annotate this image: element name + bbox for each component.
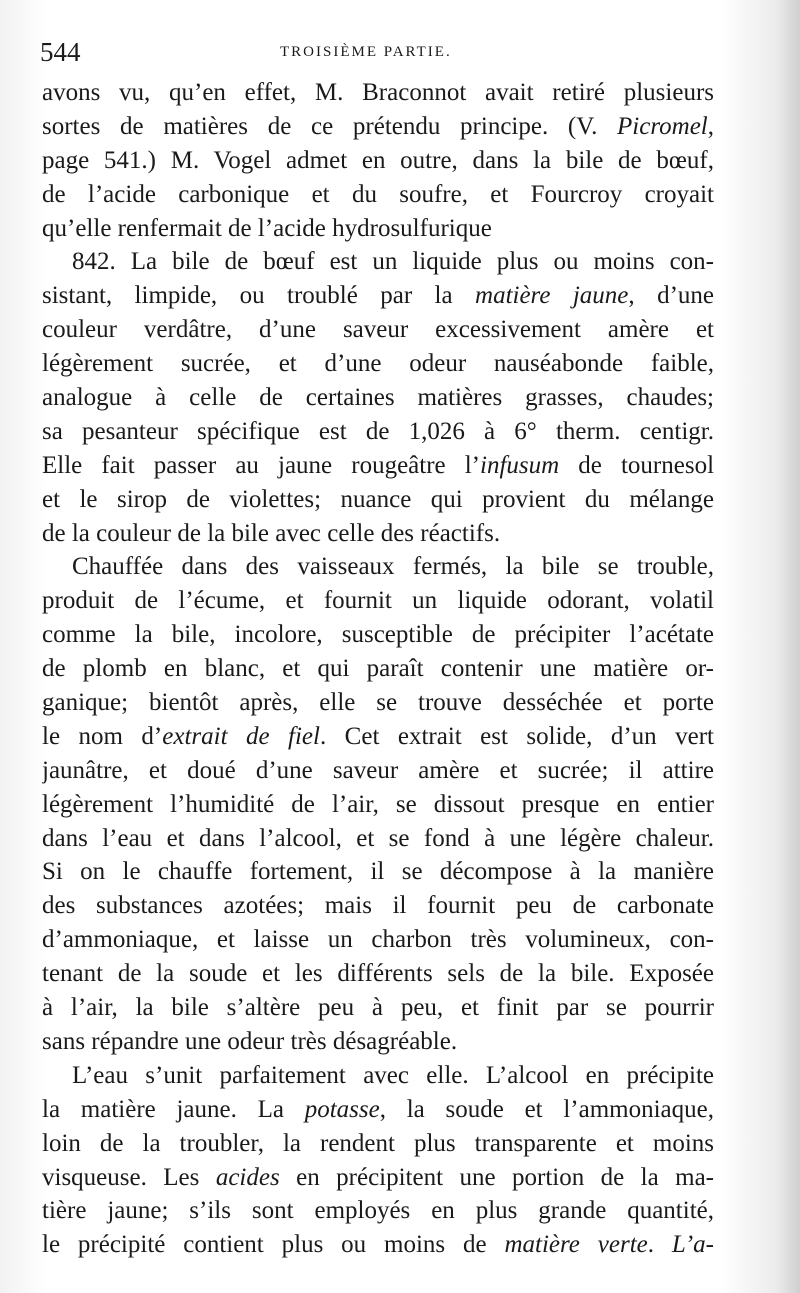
text-line [42, 618, 714, 652]
text-run: tenant de la soude et les différents sels de la bile. Exposée [42, 960, 714, 988]
italic-text: L’a- [671, 1231, 714, 1259]
text-line [42, 1059, 714, 1093]
text-line [42, 788, 714, 822]
text-line [42, 923, 714, 957]
text-run: jaunâtre, et doué d’une saveur amère et sucrée; il attire [42, 756, 714, 784]
text-line [42, 855, 714, 889]
text-line [42, 754, 714, 788]
text-run: de la couleur de la bile avec celle des réactifs. [42, 519, 501, 547]
italic-text: infusum [480, 451, 560, 479]
text-line [42, 1127, 714, 1161]
page-header [40, 34, 720, 70]
text-run: ganique; bientôt après, elle se trouve desséchée et porte [42, 689, 714, 717]
text-line [42, 686, 714, 720]
text-line [42, 991, 714, 1025]
text-run: Si on le chauffe fortement, il se décompose à la manière [42, 858, 714, 886]
text-line [42, 212, 714, 246]
text-line [42, 279, 714, 313]
italic-text: Picromel [617, 112, 708, 140]
text-line [42, 720, 714, 754]
text-line [42, 449, 714, 483]
italic-text: matière jaune [475, 282, 629, 310]
text-line [42, 415, 714, 449]
text-run: page 541.) M. Vogel admet en outre, dans la bile de bœuf, [42, 146, 714, 174]
italic-text: extrait de fiel [162, 722, 320, 750]
text-line [42, 1025, 714, 1059]
text-line [42, 483, 714, 517]
text-line [42, 550, 714, 584]
text-line [42, 957, 714, 991]
text-run: des substances azotées; mais il fournit peu de carbonate [42, 892, 714, 920]
text-line [42, 347, 714, 381]
text-run: , d’une [628, 282, 714, 310]
italic-text: matière verte [504, 1231, 648, 1259]
text-line [42, 144, 714, 178]
running-head: TROISIÈME PARTIE. [280, 44, 452, 60]
italic-text: potasse [304, 1095, 380, 1123]
text-line [42, 1228, 714, 1262]
text-run: , [707, 112, 714, 140]
text-line [42, 584, 714, 618]
text-run: couleur verdâtre, d’une saveur excessivement amère et [42, 316, 714, 344]
page-number: 544 [40, 37, 81, 67]
text-run: . Cet extrait est solide, d’un vert [319, 722, 714, 750]
text-run: , la soude et l’ammoniaque, [379, 1095, 714, 1123]
text-run: 842. La bile de bœuf est un liquide plus ou moins con- [72, 248, 714, 276]
text-line [42, 822, 714, 856]
text-line [42, 517, 714, 551]
text-run: . [647, 1231, 672, 1259]
text-line [42, 1194, 714, 1228]
text-run: Chauffée dans des vaisseaux fermés, la bile se trouble, [72, 553, 714, 581]
body-text [42, 76, 714, 1262]
text-run: en précipitent une portion de la ma- [279, 1163, 714, 1191]
text-line [42, 178, 714, 212]
text-run: le précipité contient plus ou moins de [42, 1231, 505, 1259]
text-run: comme la bile, incolore, susceptible de précipiter l’acétate [42, 621, 714, 649]
text-run: produit de l’écume, et fournit un liquide odorant, volatil [42, 587, 714, 615]
text-run: visqueuse. Les [42, 1163, 216, 1191]
text-run: analogue à celle de certaines matières grasses, chaudes; [42, 384, 714, 412]
text-line [42, 381, 714, 415]
text-run: d’ammoniaque, et laisse un charbon très volumineux, con- [42, 926, 714, 954]
text-run: L’eau s’unit parfaitement avec elle. L’alcool en précipite [72, 1061, 714, 1089]
text-line [42, 1093, 714, 1127]
text-run: sans répandre une odeur très désagréable. [42, 1027, 458, 1055]
text-run: de l’acide carbonique et du soufre, et Fourcroy croyait [42, 180, 714, 208]
text-run: tière jaune; s’ils sont employés en plus grande quantité, [42, 1197, 714, 1225]
text-line [42, 889, 714, 923]
text-line [42, 1161, 714, 1195]
italic-text: acides [215, 1163, 280, 1191]
text-run: et le sirop de violettes; nuance qui provient du mélange [42, 485, 714, 513]
text-run: légèrement sucrée, et d’une odeur nauséabonde faible, [42, 350, 714, 378]
text-run: la matière jaune. La [42, 1095, 305, 1123]
text-run: légèrement l’humidité de l’air, se dissout presque en entier [42, 790, 714, 818]
text-line [42, 652, 714, 686]
text-run: de tournesol [559, 451, 714, 479]
text-run: sistant, limpide, ou troublé par la [42, 282, 476, 310]
text-line [42, 110, 714, 144]
text-run: sa pesanteur spécifique est de 1,026 à 6° therm. centigr. [42, 417, 714, 445]
text-run: qu’elle renfermait de l’acide hydrosulfurique [42, 214, 492, 242]
text-run: de plomb en blanc, et qui paraît contenir une matière or- [42, 655, 714, 683]
text-run: avons vu, qu’en effet, M. Braconnot avait retiré plusieurs [42, 79, 714, 106]
text-run: sortes de matières de ce prétendu principe. (V. [42, 112, 618, 140]
text-run: le nom d’ [42, 722, 163, 750]
text-run: loin de la troubler, la rendent plus transparente et moins [42, 1129, 714, 1157]
text-line [42, 76, 714, 110]
text-run: à l’air, la bile s’altère peu à peu, et finit par se pourrir [42, 994, 714, 1022]
text-run: Elle fait passer au jaune rougeâtre l’ [42, 451, 480, 479]
text-run: dans l’eau et dans l’alcool, et se fond à une légère chaleur. [42, 824, 714, 852]
text-line [42, 245, 714, 279]
text-line [42, 313, 714, 347]
